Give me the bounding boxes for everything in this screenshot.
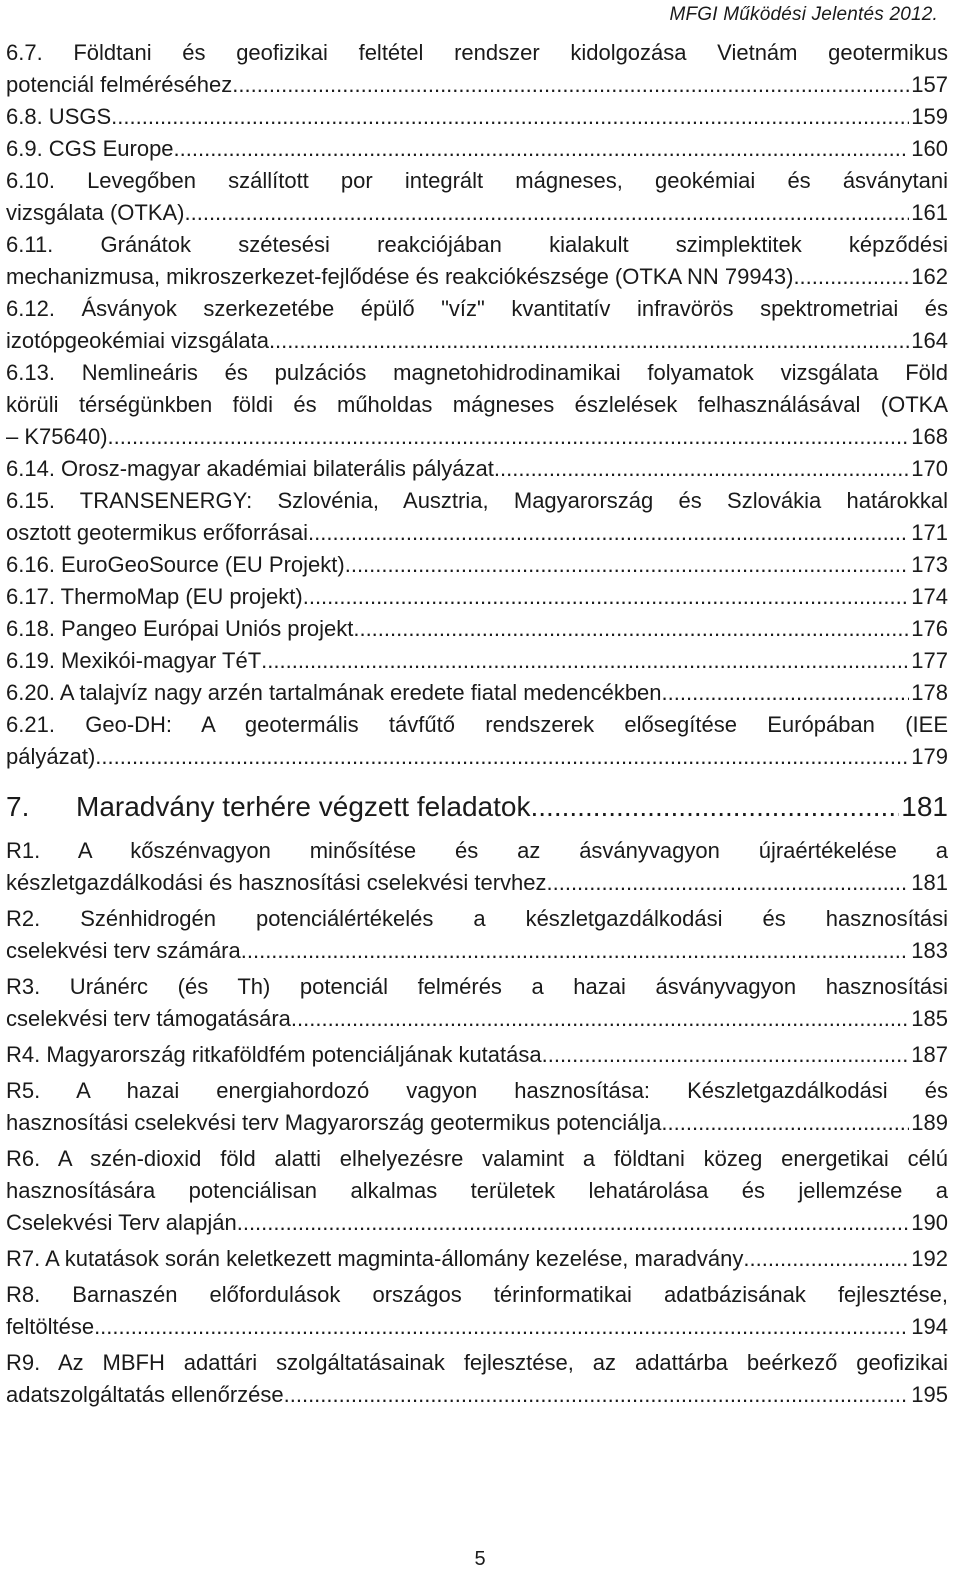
- dot-leader: [530, 787, 899, 827]
- dot-leader: [174, 133, 910, 165]
- toc-entry[interactable]: [6, 1143, 948, 1239]
- toc-page-number: 194: [911, 1314, 948, 1339]
- dot-leader: [94, 1311, 909, 1343]
- toc-entry-line: 6.21. Geo-DH: A geotermális távfűtő rendszerek elősegítése Európában (IEE: [6, 712, 948, 737]
- toc-entry-line: 6.19. Mexikói-magyar TéT: [6, 648, 262, 673]
- toc-entry-line: mechanizmusa, mikroszerkezet-fejlődése és reakciókészsége (OTKA NN 79943): [6, 264, 794, 289]
- toc-entry[interactable]: [6, 293, 948, 357]
- toc-entry[interactable]: [6, 101, 948, 133]
- toc-entry-line: vizsgálata (OTKA): [6, 200, 185, 225]
- toc-entry-line: 6.8. USGS: [6, 104, 112, 129]
- dot-leader: [284, 1379, 910, 1411]
- toc-entry-line: R3. Uránérc (és Th) potenciál felmérés a hazai ásványvagyon hasznosítási: [6, 974, 948, 999]
- dot-leader: [345, 549, 910, 581]
- section-6-entries: [6, 37, 948, 773]
- toc-entry-line: R6. A szén-dioxid föld alatti elhelyezésre valamint a földtani közeg energetikai célú: [6, 1146, 948, 1171]
- toc-entry-line: 6.10. Levegőben szállított por integrált mágneses, geokémiai és ásványtani: [6, 168, 948, 193]
- toc-entry-line: körüli térségünkben földi és műholdas mágneses észlelések felhasználásával (OTKA: [6, 392, 948, 417]
- toc-entry[interactable]: [6, 581, 948, 613]
- toc-entry-line: cselekvési terv számára: [6, 938, 241, 963]
- dot-leader: [269, 325, 909, 357]
- toc-entry-line: 6.7. Földtani és geofizikai feltétel rendszer kidolgozása Vietnám geotermikus: [6, 40, 948, 65]
- toc-entry[interactable]: [6, 229, 948, 293]
- toc-entry-line: cselekvési terv támogatására: [6, 1006, 291, 1031]
- toc-page-number: 190: [911, 1210, 948, 1235]
- dot-leader: [241, 935, 910, 967]
- toc-page-number: 170: [911, 456, 948, 481]
- chapter-title: Maradvány terhére végzett feladatok: [76, 791, 531, 822]
- toc-entry-line: 6.15. TRANSENERGY: Szlovénia, Ausztria, Magyarország és Szlovákia határokkal: [6, 488, 948, 513]
- toc-page-number: 177: [911, 648, 948, 673]
- toc-page-number: 164: [911, 328, 948, 353]
- toc-entry[interactable]: [6, 133, 948, 165]
- toc-page-number: 187: [911, 1042, 948, 1067]
- toc-entry-line: készletgazdálkodási és hasznosítási cselekvési tervhez: [6, 870, 547, 895]
- toc-entry[interactable]: [6, 165, 948, 229]
- toc-entry[interactable]: [6, 1279, 948, 1343]
- dot-leader: [237, 1207, 910, 1239]
- toc-page-number: 157: [911, 72, 948, 97]
- toc-entry[interactable]: [6, 1075, 948, 1139]
- toc-entry-line: – K75640): [6, 424, 108, 449]
- dot-leader: [353, 613, 909, 645]
- toc-entry-line: 6.16. EuroGeoSource (EU Projekt): [6, 552, 345, 577]
- dot-leader: [108, 421, 910, 453]
- toc-entry-line: feltöltése: [6, 1314, 95, 1339]
- toc-entry[interactable]: [6, 613, 948, 645]
- page-number: 5: [474, 1548, 486, 1570]
- dot-leader: [793, 261, 909, 293]
- toc-page-number: 192: [911, 1246, 948, 1271]
- running-header: MFGI Működési Jelentés 2012.: [669, 4, 938, 25]
- toc-page-number: 195: [911, 1382, 948, 1407]
- dot-leader: [542, 1039, 910, 1071]
- toc-entry[interactable]: [6, 357, 948, 453]
- toc-entry-line: 6.9. CGS Europe: [6, 136, 174, 161]
- toc-entry[interactable]: [6, 677, 948, 709]
- toc-entry-line: izotópgeokémiai vizsgálata: [6, 328, 269, 353]
- toc-entry-line: adatszolgáltatás ellenőrzése: [6, 1382, 284, 1407]
- toc-page-number: 178: [911, 680, 948, 705]
- chapter-page-number: 181: [901, 791, 948, 822]
- toc-entry[interactable]: [6, 645, 948, 677]
- toc-page-number: 181: [911, 870, 948, 895]
- toc-entry-line: 6.13. Nemlineáris és pulzációs magnetohidrodinamikai folyamatok vizsgálata Föld: [6, 360, 948, 385]
- dot-leader: [185, 197, 910, 229]
- toc-page-number: 161: [911, 200, 948, 225]
- toc-page-number: 176: [911, 616, 948, 641]
- toc-entry[interactable]: [6, 971, 948, 1035]
- toc-entry-line: osztott geotermikus erőforrásai: [6, 520, 309, 545]
- toc-entry[interactable]: [6, 549, 948, 581]
- toc-entry-line: R8. Barnaszén előfordulások országos térinformatikai adatbázisának fejlesztése,: [6, 1282, 948, 1307]
- dot-leader: [494, 453, 909, 485]
- toc-entry-line: 6.11. Gránátok szétesési reakciójában kialakult szimplektitek képződési: [6, 232, 948, 257]
- toc-entry[interactable]: [6, 453, 948, 485]
- toc-entry-line: R7. A kutatások során keletkezett magminta-állomány kezelése, maradvány: [6, 1246, 744, 1271]
- toc-entry[interactable]: [6, 1347, 948, 1411]
- toc-entry-line: 6.12. Ásványok szerkezetébe épülő "víz" kvantitatív infravörös spektrometriai és: [6, 296, 948, 321]
- toc-page-number: 174: [911, 584, 948, 609]
- toc-entry-line: R1. A kőszénvagyon minősítése és az ásványvagyon újraértékelése a: [6, 838, 948, 863]
- toc-entry-line: R4. Magyarország ritkaföldfém potenciáljának kutatása: [6, 1042, 542, 1067]
- dot-leader: [111, 101, 909, 133]
- toc-entry[interactable]: [6, 709, 948, 773]
- toc-page-number: 168: [911, 424, 948, 449]
- toc-entry[interactable]: [6, 1243, 948, 1275]
- toc-page-number: 183: [911, 938, 948, 963]
- toc-entry-line: hasznosítási cselekvési terv Magyarország geotermikus potenciálja: [6, 1110, 662, 1135]
- toc-entry[interactable]: [6, 37, 948, 101]
- toc-entry[interactable]: [6, 485, 948, 549]
- dot-leader: [303, 581, 910, 613]
- toc-page-number: 179: [911, 744, 948, 769]
- toc-entry[interactable]: [6, 1039, 948, 1071]
- toc-entry-line: R9. Az MBFH adattári szolgáltatásainak fejlesztése, az adattárba beérkező geofizikai: [6, 1350, 948, 1375]
- toc-page-number: 171: [911, 520, 948, 545]
- dot-leader: [547, 867, 910, 899]
- toc-entry[interactable]: [6, 835, 948, 899]
- toc-page-number: 173: [911, 552, 948, 577]
- dot-leader: [95, 741, 909, 773]
- toc-page-number: 159: [911, 104, 948, 129]
- toc-page-number: 185: [911, 1006, 948, 1031]
- dot-leader: [308, 517, 909, 549]
- toc-entry-line: R2. Szénhidrogén potenciálértékelés a készletgazdálkodási és hasznosítási: [6, 906, 948, 931]
- toc-entry-line: 6.14. Orosz-magyar akadémiai bilaterális pályázat: [6, 456, 494, 481]
- toc-page-number: 189: [911, 1110, 948, 1135]
- dot-leader: [662, 677, 910, 709]
- dot-leader: [291, 1003, 909, 1035]
- toc-entry[interactable]: [6, 903, 948, 967]
- toc-entry-line: hasznosítására potenciálisan alkalmas területek lehatárolása és jellemzése a: [6, 1178, 948, 1203]
- toc-entry-line: 6.17. ThermoMap (EU projekt): [6, 584, 303, 609]
- chapter-number: 7.: [6, 791, 30, 822]
- toc-page-number: 162: [911, 264, 948, 289]
- dot-leader: [661, 1107, 909, 1139]
- toc-page-number: 160: [911, 136, 948, 161]
- toc-entry-line: 6.20. A talajvíz nagy arzén tartalmának eredete fiatal medencékben: [6, 680, 662, 705]
- dot-leader: [261, 645, 909, 677]
- dot-leader: [232, 69, 909, 101]
- section-r-entries: [6, 835, 948, 1411]
- toc-entry-line: Cselekvési Terv alapján: [6, 1210, 237, 1235]
- toc-entry-line: R5. A hazai energiahordozó vagyon hasznosítása: Készletgazdálkodási és: [6, 1078, 948, 1103]
- toc-entry-line: 6.18. Pangeo Európai Uniós projekt: [6, 616, 354, 641]
- toc-entry-line: pályázat): [6, 744, 96, 769]
- chapter-7-heading[interactable]: [6, 787, 948, 827]
- toc-entry-line: potenciál felméréséhez: [6, 72, 233, 97]
- dot-leader: [743, 1243, 909, 1275]
- table-of-contents: [6, 37, 948, 1411]
